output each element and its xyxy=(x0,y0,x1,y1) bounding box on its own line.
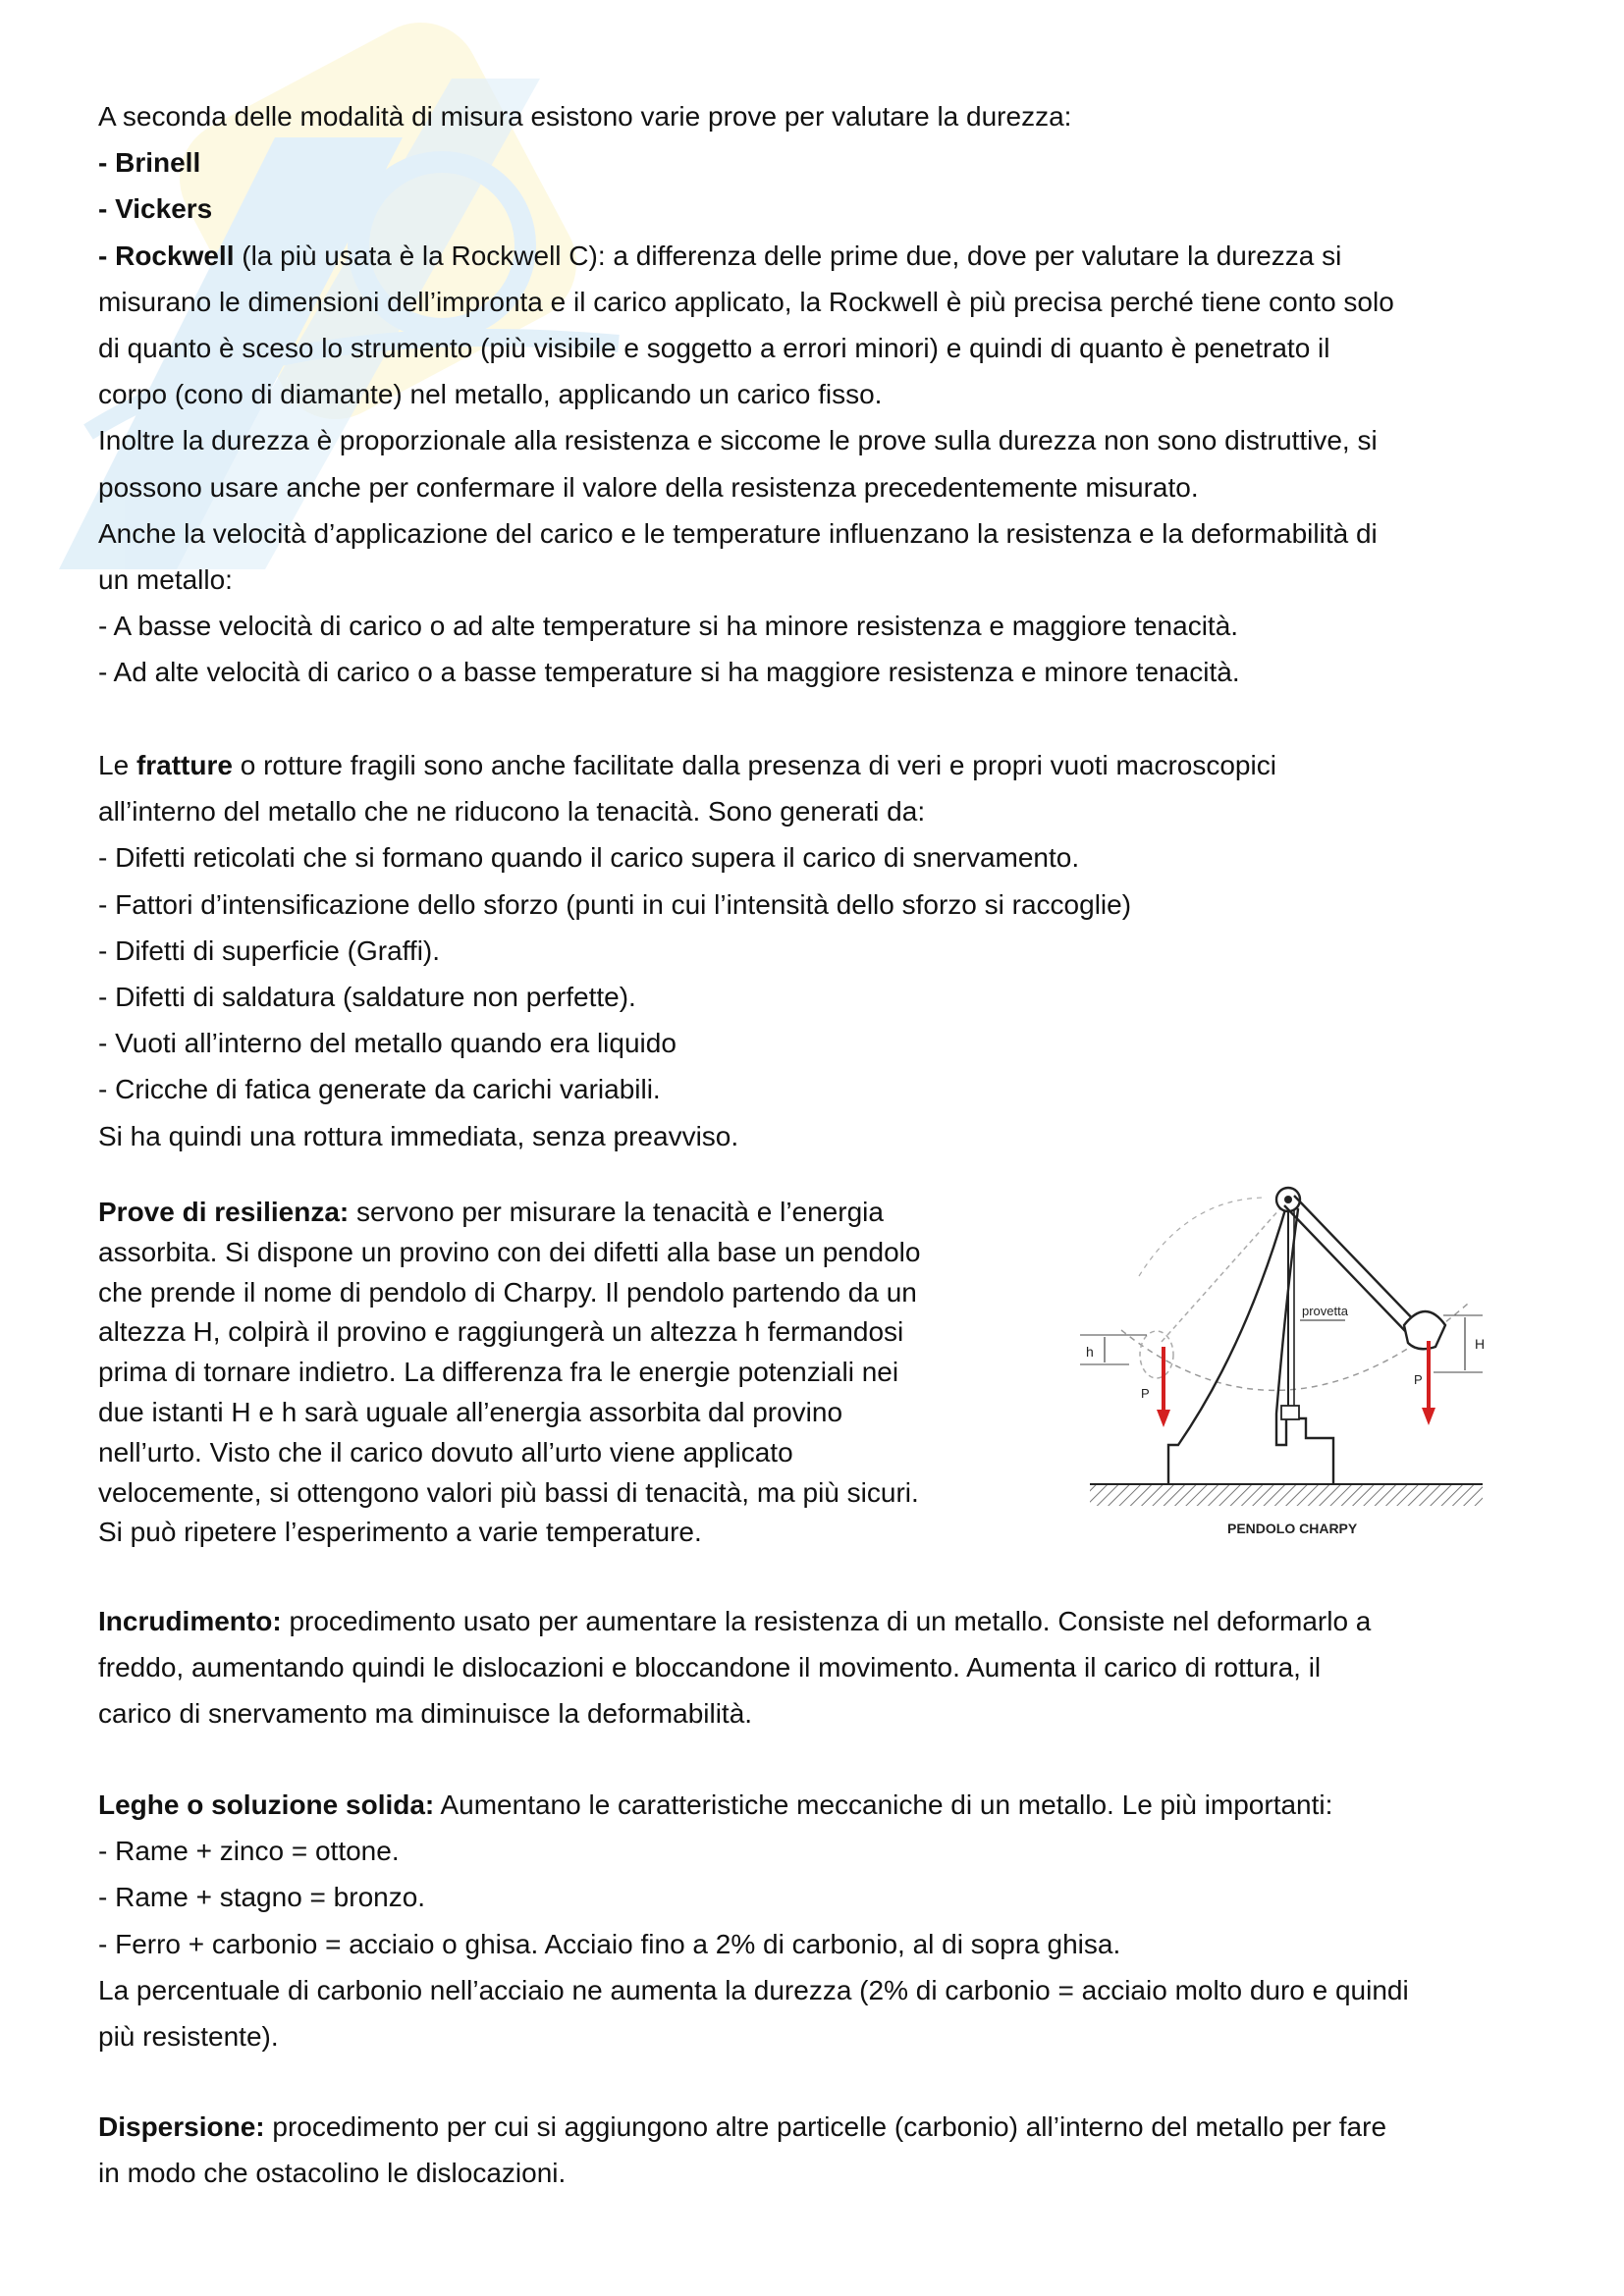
bullet-vickers: - Vickers xyxy=(98,193,213,225)
upper-arc xyxy=(1139,1198,1267,1276)
bullet-high-speed: - Ad alte velocità di carico o a basse temperature si ha maggiore resistenza e minore tenacità. xyxy=(98,657,1240,688)
incrudimento-line-2: freddo, aumentando quindi le dislocazioni e bloccandone il movimento. Aumenta il carico di rottura, il xyxy=(98,1652,1322,1683)
leghe-item: - Rame + stagno = bronzo. xyxy=(98,1882,426,1913)
label-h-small: h xyxy=(1086,1344,1094,1360)
incrudimento-line-1 xyxy=(98,1598,1542,1644)
fratture-item: - Vuoti all’interno del metallo quando era liquido xyxy=(98,1028,677,1059)
fratture-section xyxy=(98,742,1542,1159)
leghe-line-1 xyxy=(98,1782,1542,1828)
fratture-conclusion: Si ha quindi una rottura immediata, senza preavviso. xyxy=(98,1120,739,1151)
force-arrow-right xyxy=(1422,1341,1435,1425)
leghe-text-1: Aumentano le caratteristiche meccaniche di un metallo. Le più importanti: xyxy=(434,1789,1333,1820)
charpy-pendulum-figure xyxy=(1080,1178,1492,1551)
bullet-low-speed: - A basse velocità di carico o ad alte temperature si ha minore resistenza e maggiore tenacità. xyxy=(98,611,1239,642)
label-P-right: P xyxy=(1414,1372,1423,1387)
dispersione-line-2: in modo che ostacolino le dislocazioni. xyxy=(98,2158,567,2189)
resilienza-line-8: velocemente, si ottengono valori più bassi di tenacità, ma più sicuri. xyxy=(98,1476,919,1508)
leghe-item: - Ferro + carbonio = acciaio o ghisa. Acciaio fino a 2% di carbonio, al di sopra ghisa. xyxy=(98,1928,1121,1959)
resilienza-line-3: che prende il nome di pendolo di Charpy. Il pendolo partendo da un xyxy=(98,1276,917,1308)
dispersione-term: Dispersione: xyxy=(98,2111,265,2142)
resilienza-text-1: servono per misurare la tenacità e l’energia xyxy=(349,1197,884,1227)
anche-line-1: Anche la velocità d’applicazione del carico e le temperature influenzano la resistenza e la deformabilità di xyxy=(98,517,1378,549)
inoltre-line-2: possono usare anche per confermare il valore della resistenza precedentemente misurato. xyxy=(98,471,1199,503)
pivot-center xyxy=(1284,1196,1292,1203)
incrudimento-section xyxy=(98,1598,1542,1737)
fratture-item: - Difetti reticolati che si formano quando il carico supera il carico di snervamento. xyxy=(98,842,1080,874)
resilienza-line-2: assorbita. Si dispone un provino con dei difetti alla base un pendolo xyxy=(98,1236,921,1267)
pendulum-hammer xyxy=(1404,1311,1445,1349)
rockwell-line-3: di quanto è sceso lo strumento (più visibile e soggetto a errori minori) e quindi di quanto è penetrato il xyxy=(98,333,1330,364)
dispersione-section xyxy=(98,2104,1542,2196)
inoltre-line-1: Inoltre la durezza è proporzionale alla resistenza e siccome le prove sulla durezza non sono distruttive, si xyxy=(98,425,1378,456)
bullet-rockwell xyxy=(98,233,1542,279)
fratture-item: - Difetti di superficie (Graffi). xyxy=(98,934,441,966)
fratture-item: - Fattori d’intensificazione dello sforzo (punti in cui l’intensità dello sforzo si raccoglie) xyxy=(98,888,1132,920)
bullet-brinell: - Brinell xyxy=(98,147,201,179)
resilienza-line-1 xyxy=(98,1193,1041,1233)
leghe-note-line-1: La percentuale di carbonio nell’acciaio ne aumenta la durezza (2% di carbonio = acciaio molto duro e quindi xyxy=(98,1974,1409,2005)
resilienza-line-5: prima di tornare indietro. La differenza fra le energie potenziali nei xyxy=(98,1357,899,1388)
label-H-big: H xyxy=(1475,1336,1486,1352)
fratture-line-2: all’interno del metallo che ne riducono la tenacità. Sono generati da: xyxy=(98,796,926,828)
rockwell-text: (la più usata è la Rockwell C): a differenza delle prime due, dove per valutare la durezza si xyxy=(234,240,1342,271)
fratture-item: - Cricche di fatica generate da carichi variabili. xyxy=(98,1074,661,1105)
resilienza-line-7: nell’urto. Visto che il carico dovuto all’urto viene applicato xyxy=(98,1436,793,1468)
resilienza-line-4: altezza H, colpirà il provino e raggiungerà un altezza h fermandosi xyxy=(98,1316,904,1348)
ground-hatch xyxy=(1090,1484,1483,1506)
label-P-left: P xyxy=(1141,1386,1150,1401)
dispersione-line-1 xyxy=(98,2104,1542,2150)
fratture-text-1: o rotture fragili sono anche facilitate dalla presenza di veri e propri vuoti macroscopici xyxy=(232,750,1276,780)
fratture-item: - Difetti di saldatura (saldature non perfette). xyxy=(98,982,636,1013)
ghost-hammer-left xyxy=(1140,1331,1173,1378)
intro-section xyxy=(98,93,1542,696)
resilienza-line-6: due istanti H e h sarà uguale all’energia assorbita dal provino xyxy=(98,1396,843,1427)
leghe-note-line-2: più resistente). xyxy=(98,2021,279,2053)
leghe-term: Leghe o soluzione solida: xyxy=(98,1789,435,1820)
label-provetta: provetta xyxy=(1302,1304,1348,1318)
dispersione-text-1: procedimento per cui si aggiungono altre particelle (carbonio) all’interno del metallo per fare xyxy=(264,2111,1387,2142)
incrudimento-line-3: carico di snervamento ma diminuisce la deformabilità. xyxy=(98,1698,753,1730)
rockwell-label: - Rockwell xyxy=(98,240,235,271)
fratture-line-1 xyxy=(98,742,1542,788)
ghost-arm-left xyxy=(1161,1200,1288,1343)
figure-caption: PENDOLO CHARPY xyxy=(1227,1521,1358,1536)
charpy-diagram xyxy=(1080,1178,1492,1551)
anche-line-2: un metallo: xyxy=(98,564,233,596)
incrudimento-term: Incrudimento: xyxy=(98,1606,282,1636)
resilienza-section xyxy=(98,1193,1041,1553)
rockwell-line-4: corpo (cono di diamante) nel metallo, applicando un carico fisso. xyxy=(98,379,883,410)
rockwell-line-2: misurano le dimensioni dell’impronta e il carico applicato, la Rockwell è più precisa perché tiene conto solo xyxy=(98,286,1394,317)
specimen xyxy=(1281,1406,1299,1419)
resilienza-line-9: Si può ripetere l’esperimento a varie temperature. xyxy=(98,1517,702,1548)
fratture-prefix: Le xyxy=(98,750,136,780)
leghe-section xyxy=(98,1782,1542,2059)
fratture-term: fratture xyxy=(135,750,233,780)
leghe-item: - Rame + zinco = ottone. xyxy=(98,1836,400,1867)
resilienza-term: Prove di resilienza: xyxy=(98,1197,350,1227)
force-arrow-left xyxy=(1157,1347,1170,1427)
incrudimento-text-1: procedimento usato per aumentare la resistenza di un metallo. Consiste nel deformarlo a xyxy=(281,1606,1372,1636)
intro-lead: A seconda delle modalità di misura esistono varie prove per valutare la durezza: xyxy=(98,101,1072,132)
